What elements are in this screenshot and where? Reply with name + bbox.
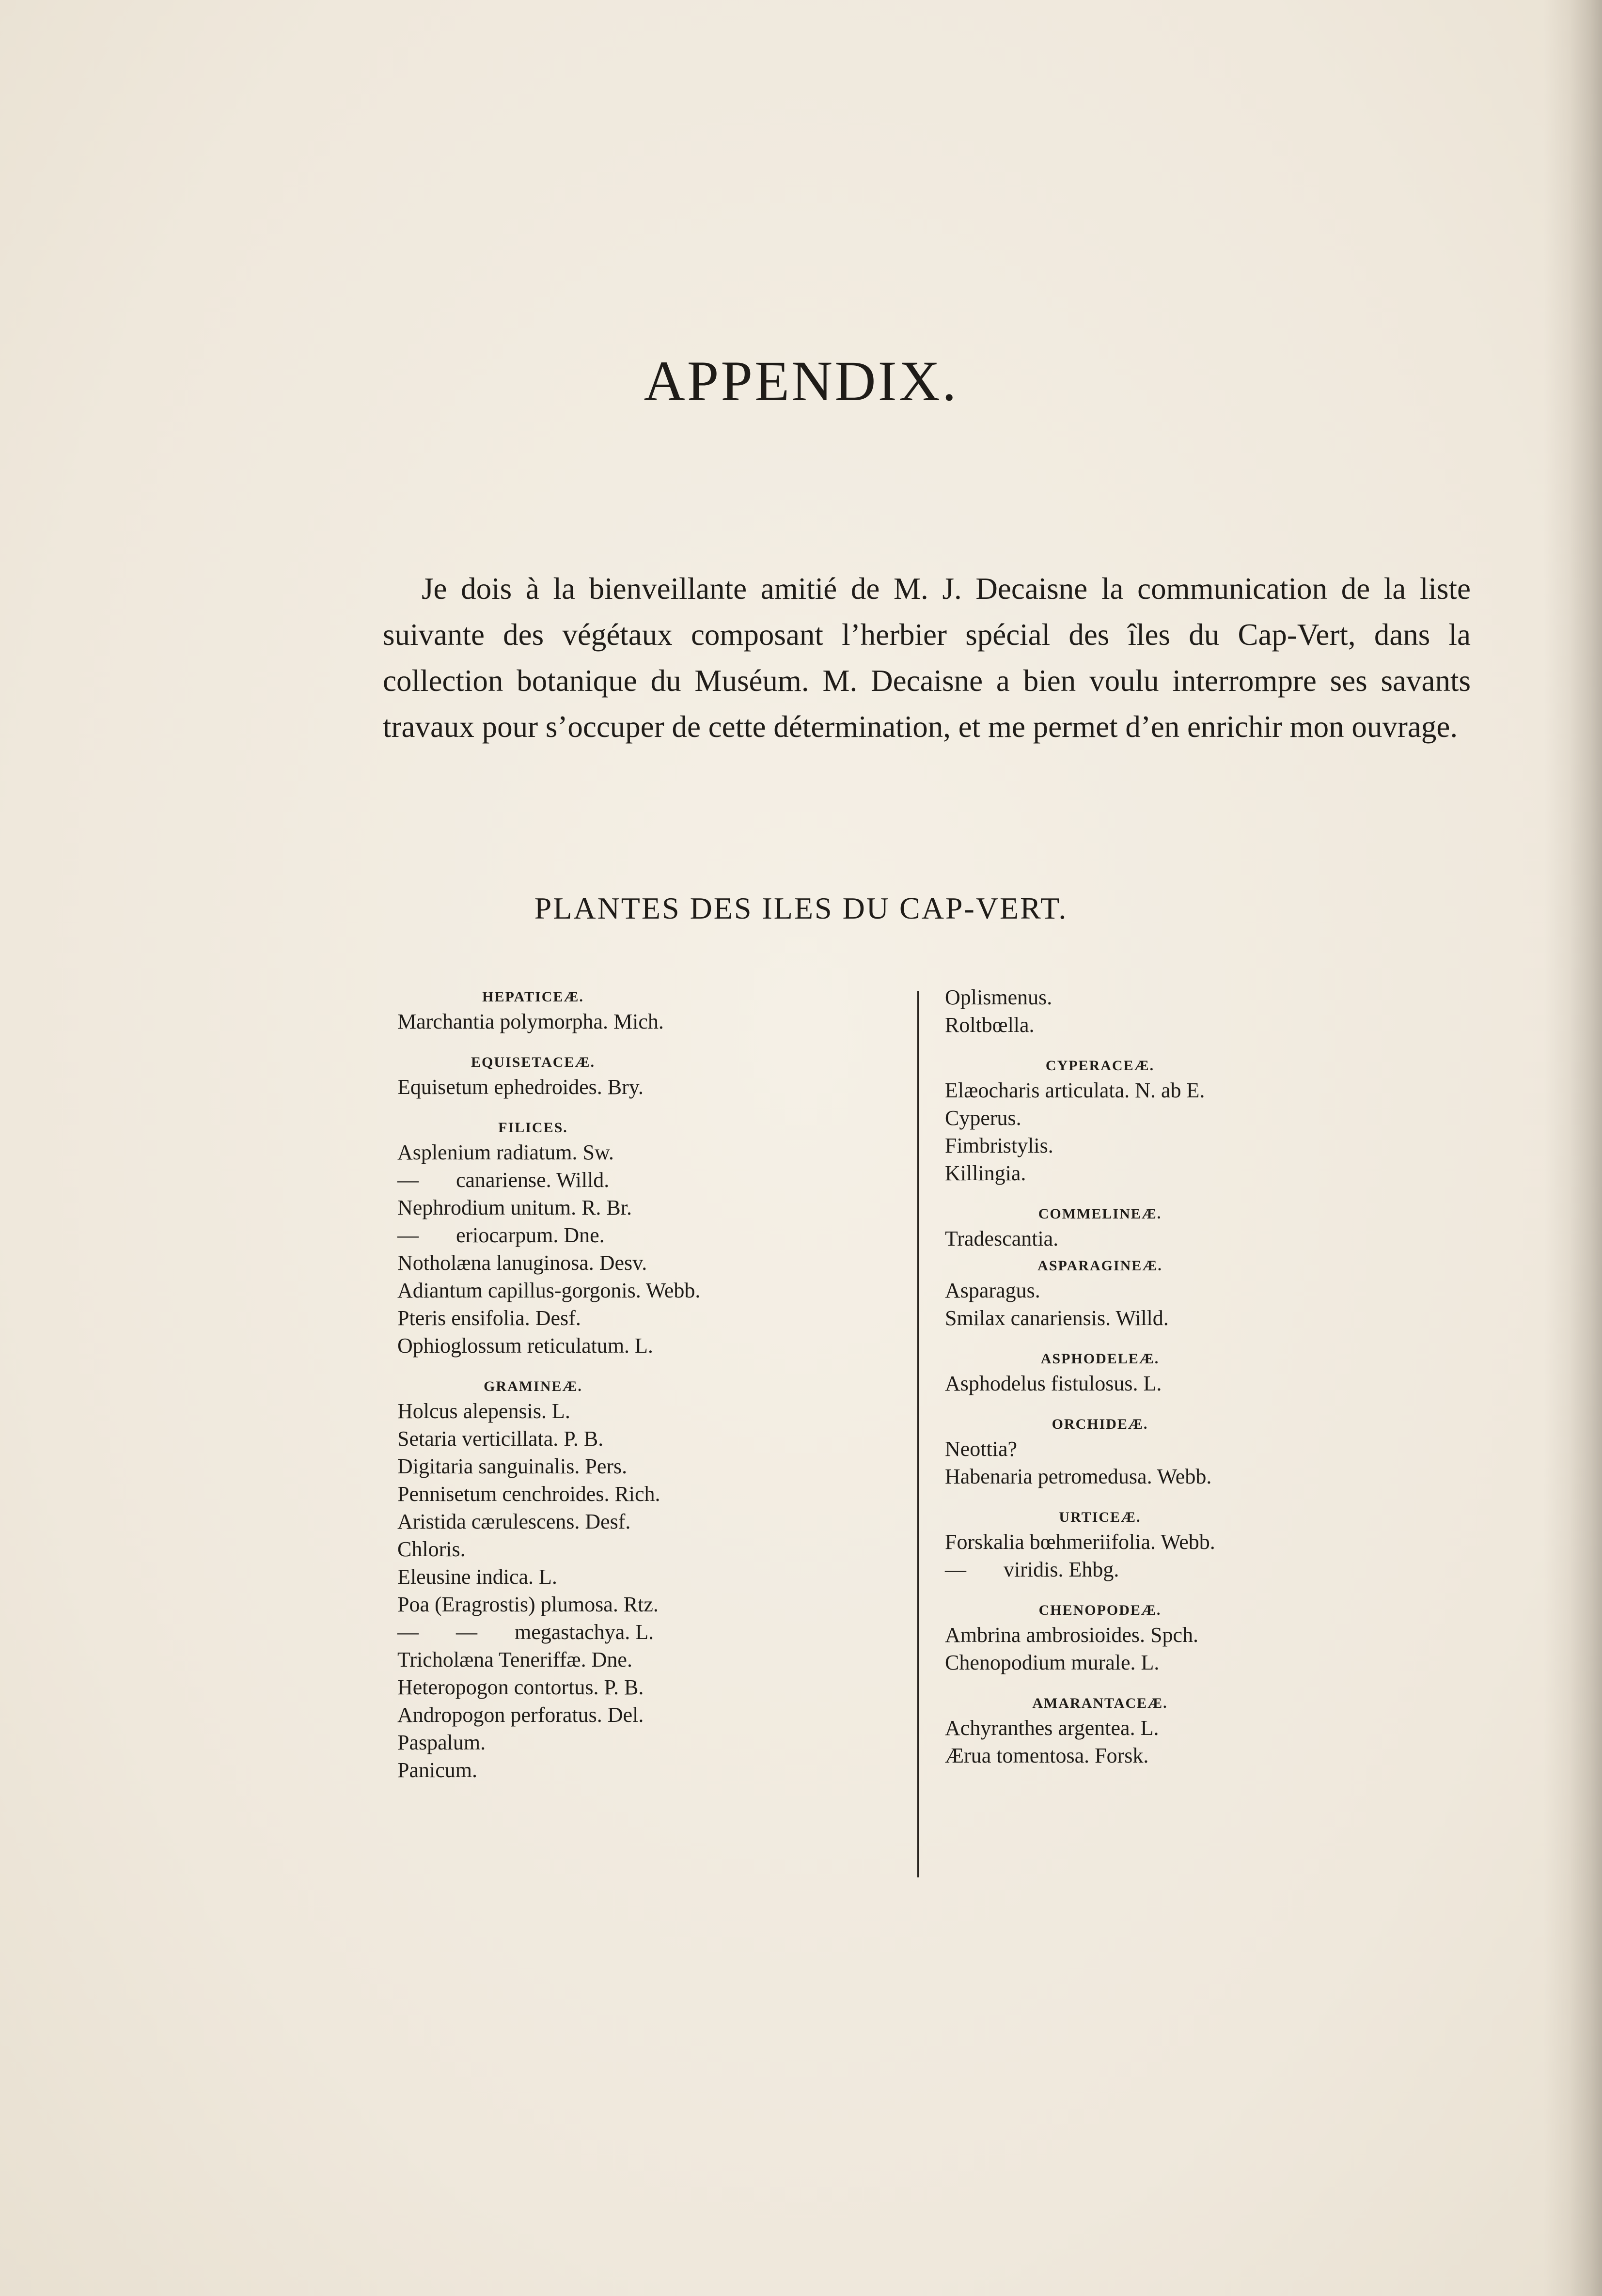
family-heading: CYPERACEÆ. [1045,1058,1155,1074]
species-entry: Smilax canariensis. Willd. [945,1306,1169,1330]
species-entry: Tradescantia. [945,1227,1059,1250]
species-entry: Chenopodium murale. L. [945,1651,1160,1674]
species-entry: Adiantum capillus-gorgonis. Webb. [397,1279,701,1302]
page-title: APPENDIX. [644,349,958,413]
species-entry: Asphodelus fistulosus. L. [945,1372,1162,1395]
species-entry: Roltbœlla. [945,1013,1035,1037]
family-heading: COMMELINEÆ. [1038,1206,1162,1222]
family-heading: URTICEÆ. [1059,1509,1141,1525]
section-title: PLANTES DES ILES DU CAP-VERT. [534,891,1068,925]
species-entry: Marchantia polymorpha. Mich. [397,1010,664,1033]
family-heading: ASPHODELEÆ. [1040,1351,1160,1367]
species-entry: Digitaria sanguinalis. Pers. [397,1454,628,1478]
right-column [945,984,1429,1769]
intro-paragraph [383,566,1471,750]
species-entry: Forskalia bœhmeriifolia. Webb. [945,1530,1215,1554]
species-entry: Ambrina ambrosioides. Spch. [945,1623,1199,1647]
species-entry: Oplismenus. [945,985,1052,1009]
binding-edge [1544,0,1602,2296]
species-entry: Fimbristylis. [945,1134,1053,1157]
intro-text: Je dois à la bienveillante amitié de M. J. Decaisne la communication de la liste suivante des végétaux composant l’herbier spécial des îles du Cap-Vert, dans la collection botanique du Muséum. M. Decaisne a bien voulu interrompre ses savants travaux pour s’occuper de cette détermination, et me permet d’en enrichir mon ouvrage. [383,572,1471,744]
species-entry: — canariense. Willd. [397,1168,610,1192]
family-heading: GRAMINEÆ. [484,1378,582,1394]
species-entry: Ophioglossum reticulatum. L. [397,1334,653,1358]
species-entry: Heteropogon contortus. P. B. [397,1675,644,1699]
species-entry: Tricholæna Teneriffæ. Dne. [397,1648,632,1671]
species-entry: Poa (Eragrostis) plumosa. Rtz. [397,1593,659,1616]
species-entry: — viridis. Ehbg. [945,1558,1119,1581]
species-entry: Pennisetum cenchroides. Rich. [397,1482,660,1506]
species-entry: Holcus alepensis. L. [397,1399,570,1423]
family-heading: HEPATICEÆ. [482,989,584,1005]
family-heading: FILICES. [498,1120,568,1136]
species-entry: Notholæna lanuginosa. Desv. [397,1251,647,1275]
family-heading: AMARANTACEÆ. [1032,1695,1168,1711]
family-heading: ORCHIDEÆ. [1052,1416,1148,1432]
species-entry: Panicum. [397,1758,477,1782]
species-entry: Asplenium radiatum. Sw. [397,1140,614,1164]
species-entry: Equisetum ephedroides. Bry. [397,1075,644,1099]
family-heading: CHENOPODEÆ. [1038,1602,1162,1618]
species-entry: Andropogon perforatus. Del. [397,1703,644,1727]
species-entry: Setaria verticillata. P. B. [397,1427,604,1451]
species-entry: Killingia. [945,1161,1026,1185]
species-entry: Paspalum. [397,1731,486,1754]
species-entry: Nephrodium unitum. R. Br. [397,1196,632,1219]
column-divider [917,991,919,1877]
family-heading: EQUISETACEÆ. [471,1054,595,1070]
species-entry: Elæocharis articulata. N. ab E. [945,1078,1205,1102]
family-heading: ASPARAGINEÆ. [1037,1258,1162,1274]
species-entry: Eleusine indica. L. [397,1565,557,1589]
species-entry: Neottia? [945,1437,1018,1461]
species-entry: Habenaria petromedusa. Webb. [945,1465,1212,1488]
left-column [397,984,882,1784]
species-entry: — eriocarpum. Dne. [397,1223,605,1247]
species-entry: — — megastachya. L. [397,1620,654,1644]
species-entry: Pteris ensifolia. Desf. [397,1306,581,1330]
species-entry: Aristida cærulescens. Desf. [397,1510,631,1533]
species-entry: Ærua tomentosa. Forsk. [945,1744,1149,1767]
species-entry: Achyranthes argentea. L. [945,1716,1159,1740]
species-entry: Asparagus. [945,1279,1040,1302]
species-entry: Chloris. [397,1537,466,1561]
species-entry: Cyperus. [945,1106,1021,1130]
